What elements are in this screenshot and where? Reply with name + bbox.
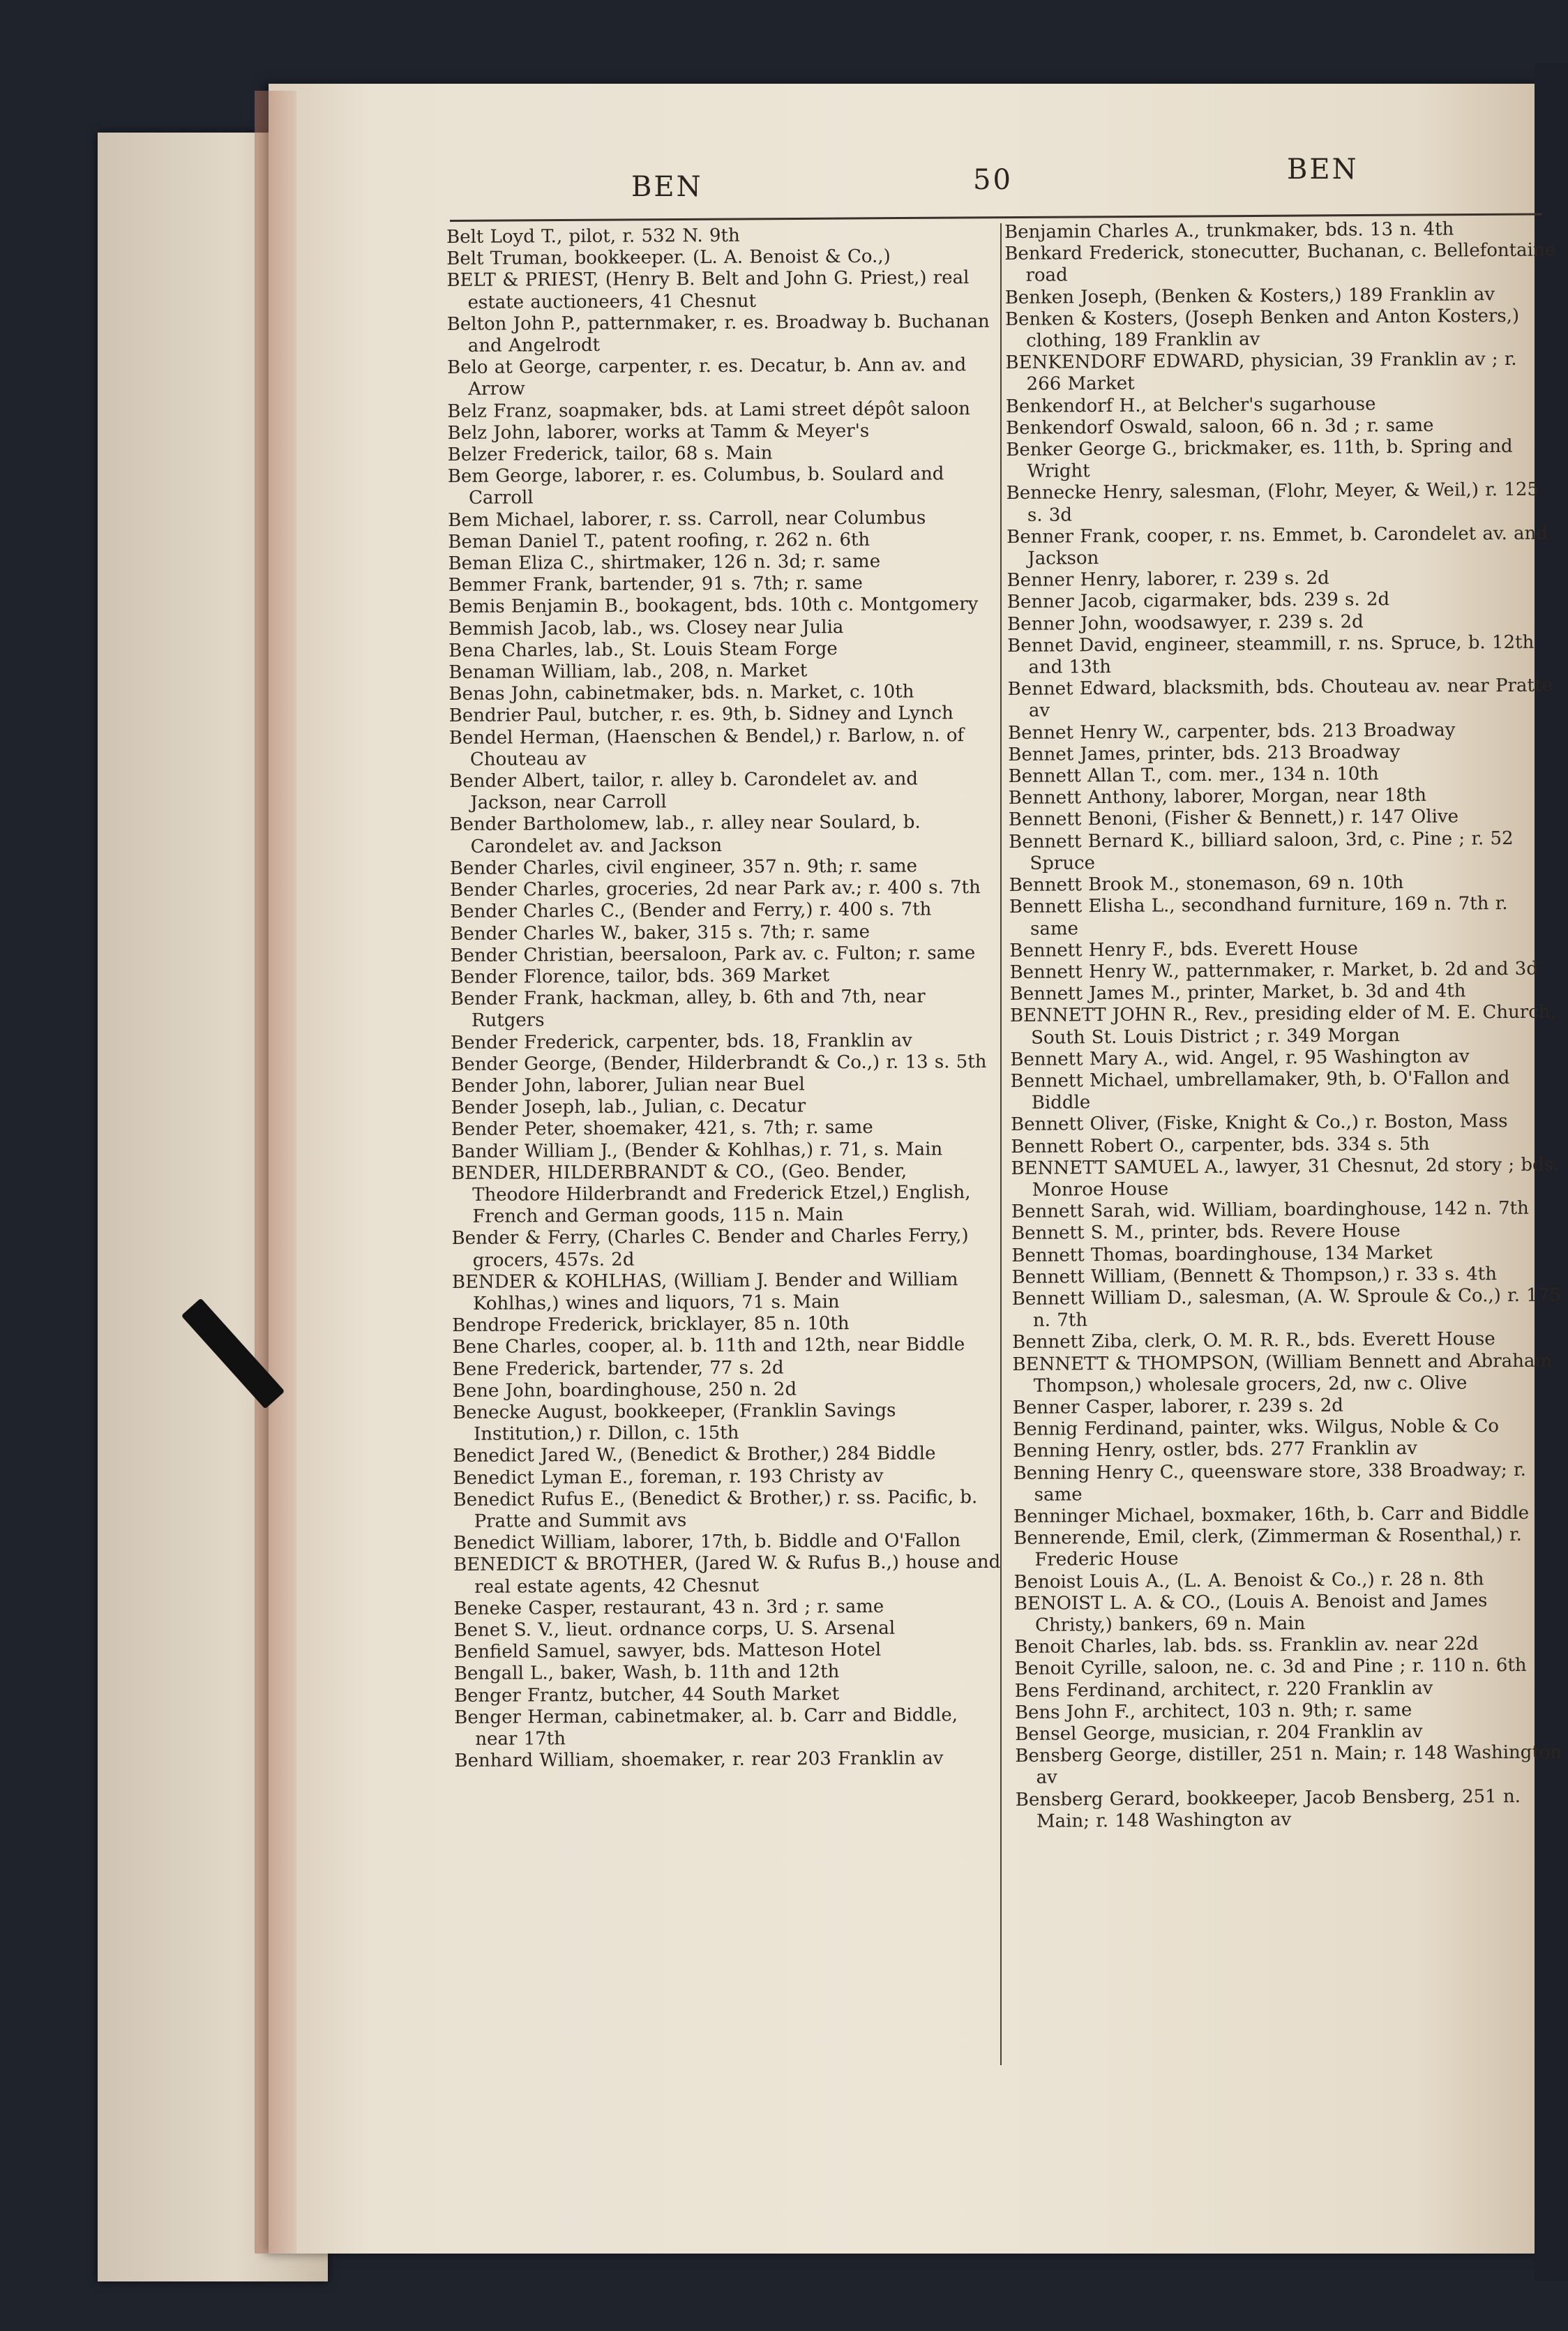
page-stain <box>255 91 296 2254</box>
directory-entry: Benoit Cyrille, saloon, ne. c. 3d and Pine ; r. 110 n. 6th <box>1014 1655 1527 1680</box>
directory-entry: Benner Casper, laborer, r. 239 s. 2d <box>1012 1395 1343 1418</box>
directory-entry: Bem George, laborer, r. es. Columbus, b. Soulard and Carroll <box>447 463 944 509</box>
directory-entry: Bensberg Gerard, bookkeeper, Jacob Bensberg, 251 n. Main; r. 148 Washington av <box>1015 1785 1521 1832</box>
directory-entry: Bensel George, musician, r. 204 Franklin av <box>1015 1721 1423 1745</box>
directory-entry: Benner Jacob, cigarmaker, bds. 239 s. 2d <box>1007 589 1390 613</box>
directory-entry: Bendrope Frederick, bricklayer, 85 n. 10th <box>452 1313 850 1337</box>
directory-entry: BENOIST L. A. & CO., (Louis A. Benoist and James Christy,) bankers, 69 n. Main <box>1013 1590 1488 1636</box>
directory-entry: Bennett Benoni, (Fisher & Bennett,) r. 147 Olive <box>1008 806 1459 831</box>
directory-entry: Bens Ferdinand, architect, r. 220 Franklin av <box>1014 1677 1433 1702</box>
directory-entry: BENDER, HILDERBRANDT & CO., (Geo. Bender, Theodore Hilderbrandt and Frederick Etzel,) English, French and German goods, 115 n. Main <box>451 1160 971 1227</box>
directory-entry: Benken & Kosters, (Joseph Benken and Anton Kosters,) clothing, 189 Franklin av <box>1004 305 1520 352</box>
directory-entry: Bennett Henry F., bds. Everett House <box>1009 938 1358 961</box>
directory-entry: Benet S. V., lieut. ordnance corps, U. S. Arsenal <box>453 1617 896 1641</box>
directory-entry: Belton John P., patternmaker, r. es. Broadway b. Buchanan and Angelrodt <box>446 310 990 357</box>
directory-entry: Bennett Ziba, clerk, O. M. R. R., bds. Everett House <box>1012 1328 1495 1354</box>
directory-entry: Belz Franz, soapmaker, bds. at Lami street dépôt saloon <box>447 398 971 422</box>
directory-entry: Bennet David, engineer, steammill, r. ns. Spruce, b. 12th and 13th <box>1007 631 1535 678</box>
directory-entry: Bennett Allan T., com. mer., 134 n. 10th <box>1008 763 1379 788</box>
directory-entry: Bennett Elisha L., secondhand furniture, 169 n. 7th r. same <box>1009 893 1508 940</box>
directory-entry: Benger Frantz, butcher, 44 South Market <box>453 1683 840 1707</box>
directory-entry: Bensberg George, distiller, 251 n. Main; r. 148 Washington av <box>1015 1741 1562 1789</box>
directory-entry: Bender Frederick, carpenter, bds. 18, Franklin av <box>451 1030 912 1054</box>
directory-entry: Bena Charles, lab., St. Louis Steam Forge <box>448 638 838 661</box>
directory-entry: Bennett S. M., printer, bds. Revere House <box>1011 1220 1401 1245</box>
directory-entry: Benaman William, lab., 208, n. Market <box>448 660 808 684</box>
directory-entry: Bennett William D., salesman, (A. W. Sproule & Co.,) r. 175 n. 7th <box>1011 1284 1561 1331</box>
directory-entry: Bennett William, (Bennett & Thompson,) r. 33 s. 4th <box>1011 1263 1497 1288</box>
directory-entry: Bender Charles, groceries, 2d near Park av.; r. 400 s. 7th <box>449 877 981 901</box>
directory-entry: Benedict Lyman E., foreman, r. 193 Christy av <box>453 1465 884 1489</box>
directory-entry: Bender Frank, hackman, alley, b. 6th and 7th, near Rutgers <box>450 986 926 1032</box>
directory-entry: Benas John, cabinetmaker, bds. n. Market, c. 10th <box>448 681 914 705</box>
directory-entry: Benkendorf H., at Belcher's sugarhouse <box>1005 393 1376 417</box>
directory-entry: Belzer Frederick, tailor, 68 s. Main <box>447 442 773 466</box>
column-divider <box>1000 223 1002 2065</box>
running-head-left: BEN <box>631 171 703 203</box>
directory-entry: BENNETT SAMUEL A., lawyer, 31 Chesnut, 2d story ; bds. Monroe House <box>1011 1154 1560 1201</box>
directory-entry: Bender Christian, beersaloon, Park av. c. Fulton; r. same <box>450 942 976 966</box>
directory-entry: BENKENDORF EDWARD, physician, 39 Franklin av ; r. 266 Market <box>1005 349 1517 396</box>
directory-entry: Bennett Oliver, (Fiske, Knight & Co.,) r. Boston, Mass <box>1010 1111 1508 1136</box>
directory-entry: BELT & PRIEST, (Henry B. Belt and John G. Priest,) real estate auctioneers, 41 Chesnut <box>446 267 970 313</box>
directory-entry: Belo at George, carpenter, r. es. Decatur, b. Ann av. and Arrow <box>446 354 967 400</box>
directory-entry: Bennet Edward, blacksmith, bds. Chouteau av. near Pratte av <box>1007 675 1553 722</box>
directory-entry: Benedict Rufus E., (Benedict & Brother,) r. ss. Pacific, b. Pratte and Summit avs <box>453 1486 978 1532</box>
directory-entry: Bander William J., (Bender & Kohlhas,) r. 71, s. Main <box>451 1138 943 1162</box>
running-head-right: BEN <box>1287 153 1359 186</box>
directory-entry: Bennett Michael, umbrellamaker, 9th, b. O'Fallon and Biddle <box>1010 1067 1510 1114</box>
directory-entry: Belz John, laborer, works at Tamm & Meyer's <box>447 420 870 444</box>
directory-entry: Bennett Brook M., stonemason, 69 n. 10th <box>1009 872 1404 897</box>
directory-entry: Bennett Bernard K., billiard saloon, 3rd, c. Pine ; r. 52 Spruce <box>1009 827 1514 874</box>
directory-entry: Beman Eliza C., shirtmaker, 126 n. 3d; r. same <box>448 550 881 575</box>
directory-entry: Benkard Frederick, stonecutter, Buchanan, c. Bellefontaine road <box>1004 239 1556 287</box>
directory-entry: Bemis Benjamin B., bookagent, bds. 10th c. Montgomery <box>448 594 979 618</box>
directory-entry: Benner Henry, laborer, r. 239 s. 2d <box>1007 568 1329 592</box>
directory-entry: Bennett James M., printer, Market, b. 3d and 4th <box>1009 980 1466 1005</box>
directory-entry: Bendel Herman, (Haenschen & Bendel,) r. Barlow, n. of Chouteau av <box>448 724 965 770</box>
directory-entry: Beneke Casper, restaurant, 43 n. 3rd ; r. same <box>453 1596 884 1619</box>
directory-entry: Benoist Louis A., (L. A. Benoist & Co.,) r. 28 n. 8th <box>1013 1568 1484 1593</box>
directory-entry: Bennett Mary A., wid. Angel, r. 95 Washington av <box>1010 1046 1470 1070</box>
directory-entry: Benecke August, bookkeeper, (Franklin Savings Institution,) r. Dillon, c. 15th <box>452 1400 896 1445</box>
directory-entry: Benger Herman, cabinetmaker, al. b. Carr and Biddle, near 17th <box>454 1704 958 1750</box>
directory-entry: Bene Frederick, bartender, 77 s. 2d <box>452 1357 784 1380</box>
directory-entry: Bender George, (Bender, Hilderbrandt & Co.,) r. 13 s. 5th <box>451 1051 987 1075</box>
directory-entry: BENDER & KOHLHAS, (William J. Bender and William Kohlhas,) wines and liquors, 71 s. Main <box>451 1268 958 1314</box>
directory-entry: Bennett Henry W., patternmaker, r. Market, b. 2d and 3d <box>1009 958 1539 983</box>
directory-entry: Bennett Sarah, wid. William, boardinghouse, 142 n. 7th <box>1011 1197 1529 1223</box>
directory-entry: Bender Charles C., (Bender and Ferry,) r. 400 s. 7th <box>450 899 932 923</box>
directory-entry: Benker George G., brickmaker, es. 11th, b. Spring and Wright <box>1006 435 1513 483</box>
directory-entry: Bene Charles, cooper, al. b. 11th and 12th, near Biddle <box>452 1334 965 1358</box>
directory-entry: BENEDICT & BROTHER, (Jared W. & Rufus B.,) house and real estate agents, 42 Chesnut <box>453 1552 1001 1598</box>
directory-entry: Bender Charles, civil engineer, 357 n. 9th; r. same <box>449 855 918 879</box>
directory-entry: Benning Henry C., queensware store, 338 Broadway; r. same <box>1013 1459 1526 1506</box>
directory-entry: Benhard William, shoemaker, r. rear 203 Franklin av <box>454 1748 944 1772</box>
directory-entry: Bemmer Frank, bartender, 91 s. 7th; r. same <box>448 573 863 597</box>
directory-entry: Benning Henry, ostler, bds. 277 Franklin av <box>1013 1438 1417 1462</box>
directory-entry: Bender Peter, shoemaker, 421, s. 7th; r. same <box>451 1117 873 1141</box>
directory-entry: Bens John F., architect, 103 n. 9th; r. same <box>1014 1699 1412 1723</box>
directory-entry: Bennerende, Emil, clerk, (Zimmerman & Rosenthal,) r. Frederic House <box>1013 1524 1522 1571</box>
directory-entry: Benjamin Charles A., trunkmaker, bds. 13 n. 4th <box>1004 218 1454 243</box>
directory-entry: Benner John, woodsawyer, r. 239 s. 2d <box>1007 611 1364 635</box>
directory-entry: Bender Charles W., baker, 315 s. 7th; r. same <box>450 921 870 945</box>
directory-entry: Benoit Charles, lab. bds. ss. Franklin av. near 22d <box>1014 1633 1479 1658</box>
directory-entry: Bender John, laborer, Julian near Buel <box>451 1074 805 1097</box>
directory-entry: Belt Loyd T., pilot, r. 532 N. 9th <box>446 225 740 248</box>
directory-entry: Bennett Robert O., carpenter, bds. 334 s. 5th <box>1011 1133 1430 1157</box>
right-column <box>1004 218 1567 1832</box>
directory-entry: Benner Frank, cooper, r. ns. Emmet, b. Carondelet av. and Jackson <box>1007 523 1548 569</box>
directory-entry: Bennecke Henry, salesman, (Flohr, Meyer, & Weil,) r. 125 s. 3d <box>1006 479 1539 526</box>
directory-entry: Bennet James, printer, bds. 213 Broadway <box>1008 741 1401 765</box>
directory-entry: Bender Albert, tailor, r. alley b. Carondelet av. and Jackson, near Carroll <box>449 768 918 814</box>
directory-entry: Benkendorf Oswald, saloon, 66 n. 3d ; r. same <box>1005 414 1434 439</box>
directory-entry: Bender Florence, tailor, bds. 369 Market <box>450 965 830 988</box>
directory-entry: Belt Truman, bookkeeper. (L. A. Benoist & Co.,) <box>446 246 891 270</box>
directory-entry: Beman Daniel T., patent roofing, r. 262 n. 6th <box>448 529 870 553</box>
directory-entry: Benedict William, laborer, 17th, b. Biddle and O'Fallon <box>453 1530 961 1554</box>
directory-entry: Bennig Ferdinand, painter, wks. Wilgus, Noble & Co <box>1012 1416 1500 1441</box>
directory-entry: Bender & Ferry, (Charles C. Bender and Charles Ferry,) grocers, 457s. 2d <box>451 1225 969 1271</box>
directory-entry: BENNETT JOHN R., Rev., presiding elder of M. E. Church, South St. Louis District ; r. 349 Morgan <box>1009 1001 1556 1049</box>
left-column <box>446 224 1002 1773</box>
directory-entry: Bem Michael, laborer, r. ss. Carroll, near Columbus <box>448 507 926 531</box>
directory-entry: Benedict Jared W., (Benedict & Brother,) 284 Biddle <box>453 1443 936 1467</box>
directory-entry: BENNETT & THOMPSON, (William Bennett and Abraham Thompson,) wholesale grocers, 2d, nw c. Olive <box>1012 1350 1553 1397</box>
directory-entry: Bennet Henry W., carpenter, bds. 213 Broadway <box>1008 719 1456 744</box>
page-number: 50 <box>973 164 1013 196</box>
directory-entry: Benninger Michael, boxmaker, 16th, b. Carr and Biddle <box>1013 1502 1530 1527</box>
directory-entry: Bendrier Paul, butcher, r. es. 9th, b. Sidney and Lynch <box>448 703 953 727</box>
directory-entry: Bemmish Jacob, lab., ws. Closey near Julia <box>448 616 844 640</box>
directory-entry: Bengall L., baker, Wash, b. 11th and 12th <box>453 1661 840 1685</box>
directory-entry: Benfield Samuel, sawyer, bds. Matteson Hotel <box>453 1639 882 1663</box>
directory-entry: Bender Bartholomew, lab., r. alley near Soulard, b. Carondelet av. and Jackson <box>449 811 921 857</box>
directory-entry: Bennett Anthony, laborer, Morgan, near 18th <box>1008 785 1427 809</box>
directory-entry: Bene John, boardinghouse, 250 n. 2d <box>452 1379 797 1402</box>
directory-entry: Benken Joseph, (Benken & Kosters,) 189 Franklin av <box>1004 283 1495 308</box>
directory-entry: Bender Joseph, lab., Julian, c. Decatur <box>451 1095 806 1119</box>
directory-entry: Bennett Thomas, boardinghouse, 134 Market <box>1011 1242 1433 1266</box>
